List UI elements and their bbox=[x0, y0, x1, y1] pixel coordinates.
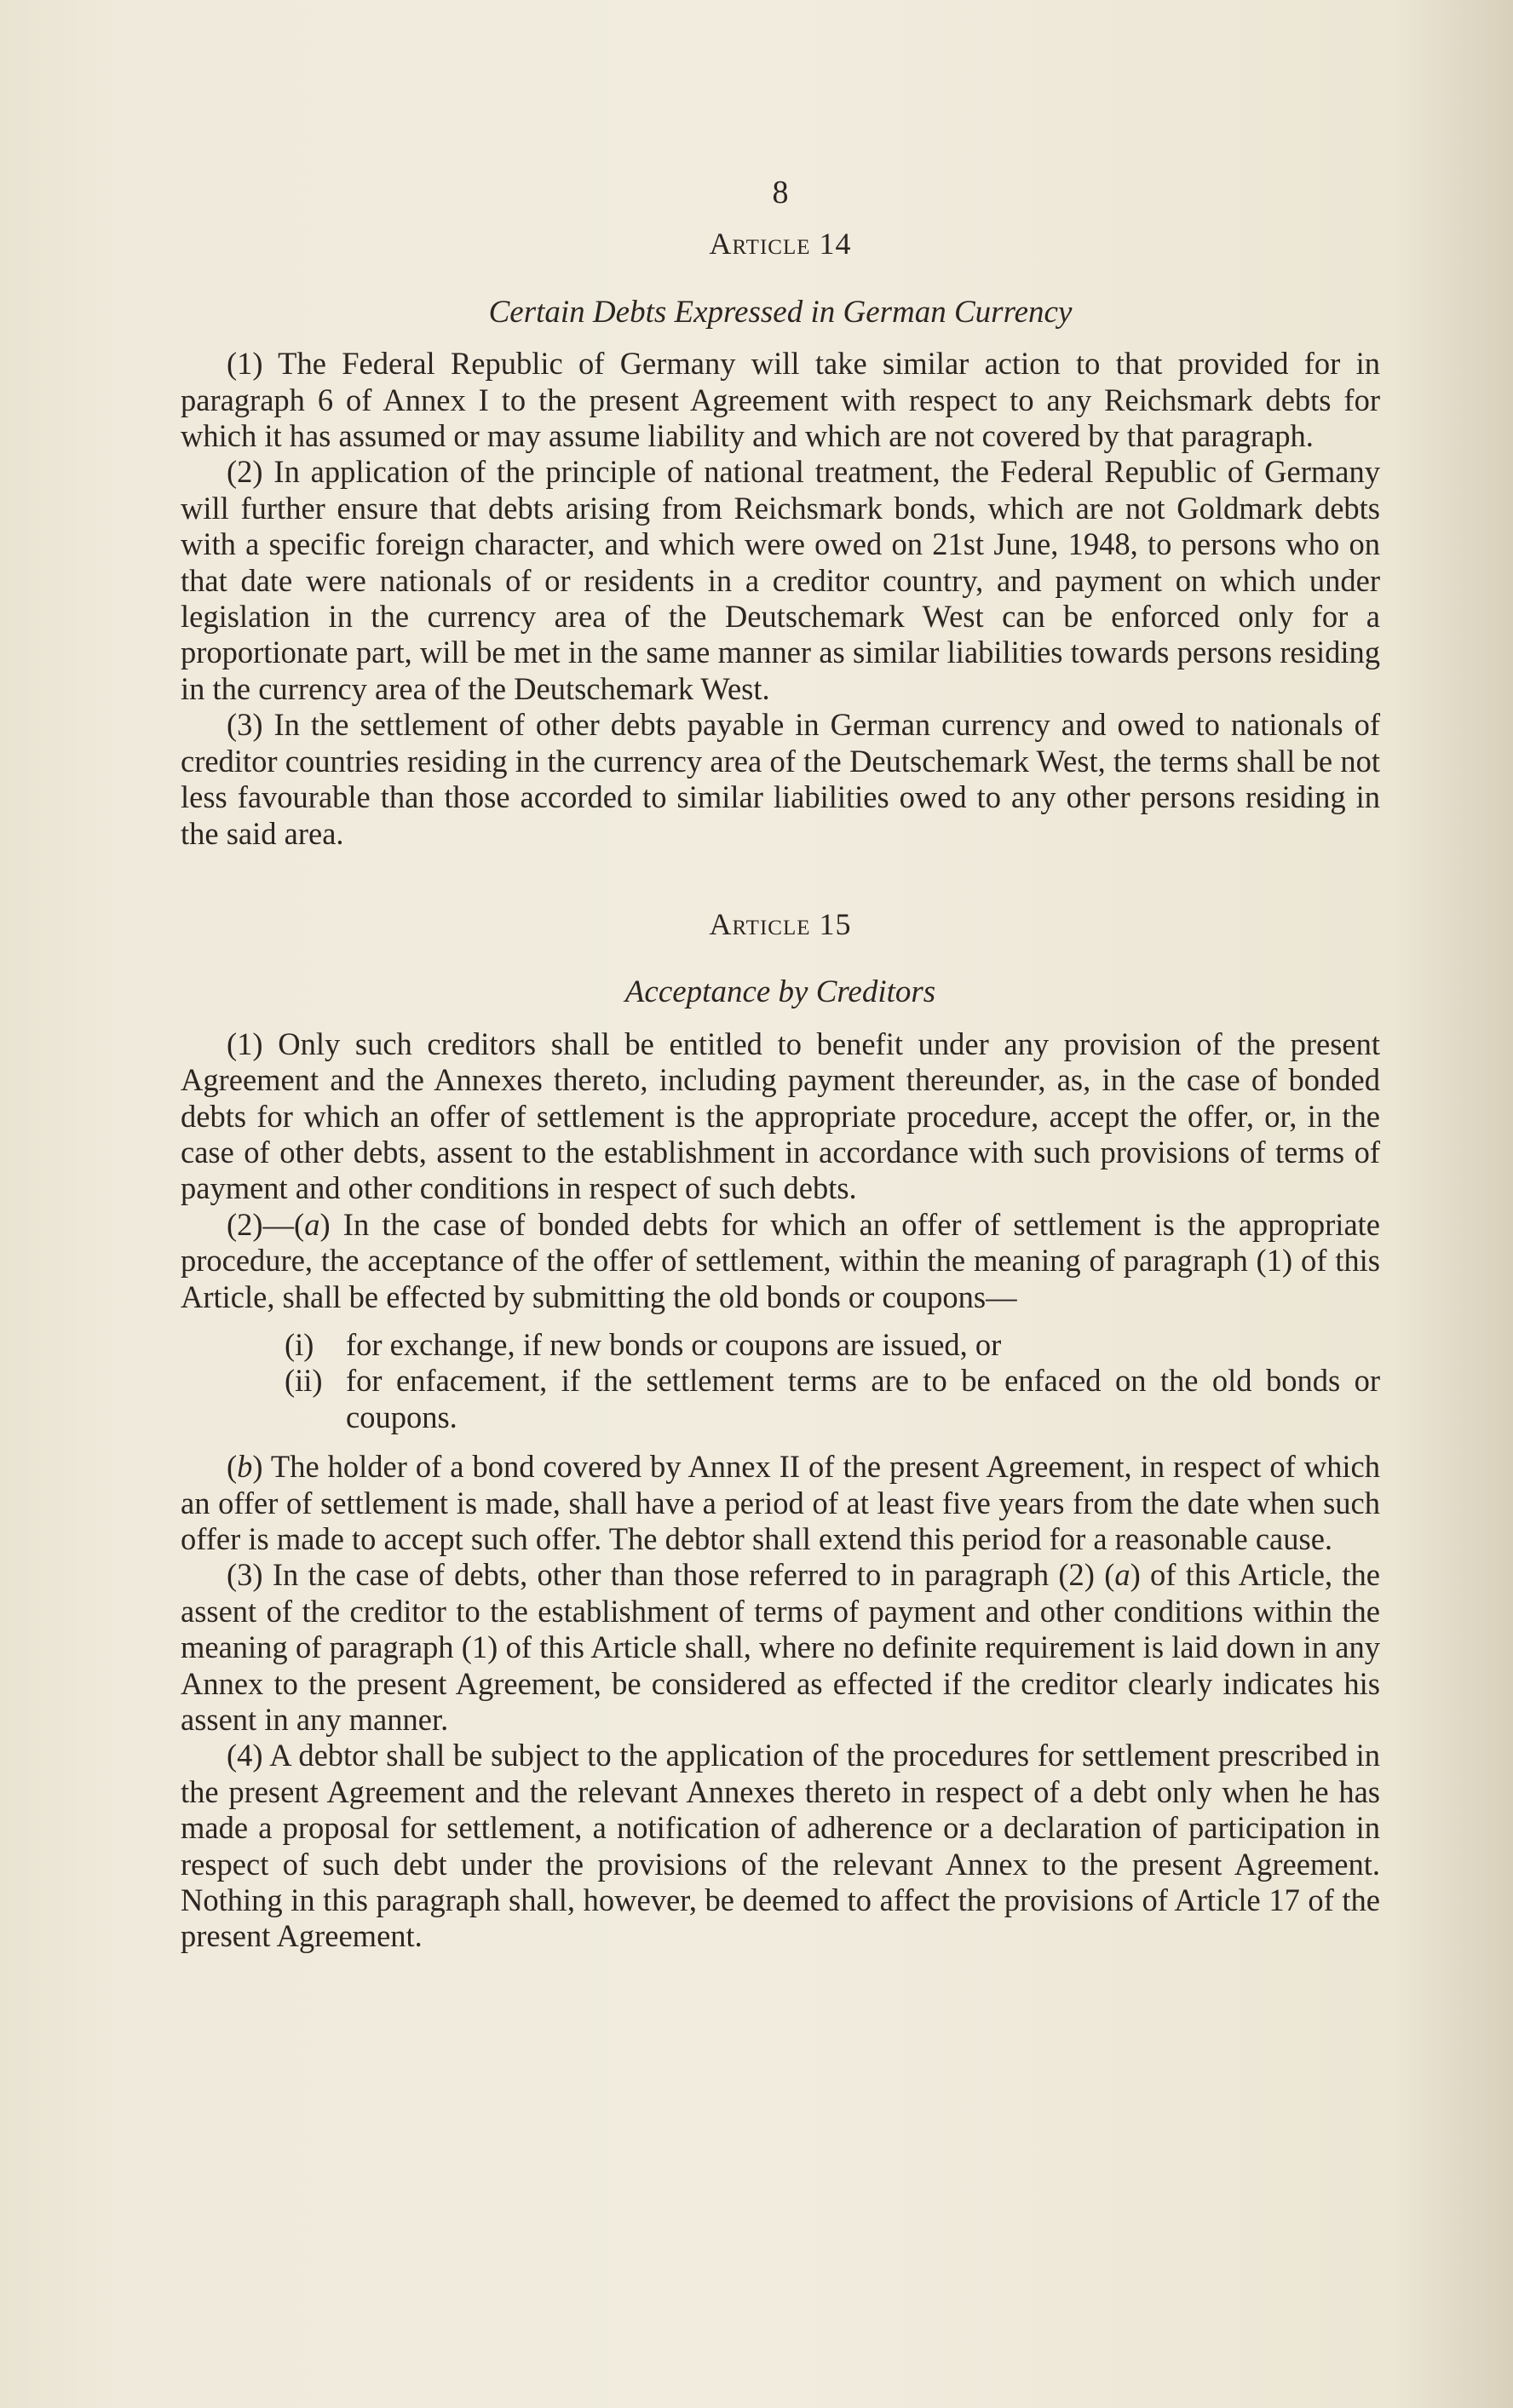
list-item-number: (ii) bbox=[285, 1363, 323, 1399]
article-15-paragraph-4: (4) A debtor shall be subject to the application of the procedures for settlement prescribed in the present Agreement and the relevant Annexes thereto in respect of a debt only when he has made a proposal for settlement, a notification of adherence or a declaration of participation in respect of such debt under the provisions of the relevant Annex to the present Agreement. Nothing in this paragraph shall, however, be deemed to affect the provisions of Article 17 of the present Agreement. bbox=[181, 1738, 1380, 1954]
list-item-number: (i) bbox=[285, 1326, 314, 1362]
article-14-title: Certain Debts Expressed in German Currency bbox=[488, 294, 1073, 330]
article-14-paragraph-1: (1) The Federal Republic of Germany will take similar action to that provided for in paragraph 6 of Annex I to the present Agreement with respect to any Reichsmark debts for which it has assumed or may assume liability and which are not covered by that paragraph. bbox=[181, 346, 1380, 454]
para-3-after: ) of this Article, the assent of the creditor to the establishment of terms of payment and other conditions within the meaning of paragraph (1) of this Article shall, where no definite requirement is laid down in any Annex to the present Agreement, be considered as effected if the creditor clearly indicates his assent in any manner. bbox=[181, 1557, 1380, 1738]
para-2a-prefix: (2)—( bbox=[227, 1206, 305, 1242]
article-14-paragraph-2: (2) In application of the principle of national treatment, the Federal Republic of Germany will further ensure that debts arising from Reichsmark bonds, which are not Goldmark debts with a specific foreign character, and which were owed on 21st June, 1948, to persons who on that date were nationals of or residents in a creditor country, and payment on which under legislation in the currency area of the Deutschemark West can be enforced only for a proportionate part, will be met in the same manner as similar liabilities towards persons residing in the currency area of the Deutschemark West. bbox=[181, 454, 1380, 706]
para-2a-letter: a bbox=[304, 1206, 320, 1242]
article-15-paragraph-2a bbox=[181, 1207, 1380, 1315]
page-number: 8 bbox=[772, 175, 789, 210]
list-item bbox=[181, 1363, 1380, 1435]
submission-list bbox=[181, 1327, 1380, 1435]
list-item-text: for exchange, if new bonds or coupons are issued, or bbox=[346, 1326, 1002, 1362]
article-separator bbox=[181, 852, 1380, 906]
article-15-paragraph-1: (1) Only such creditors shall be entitled to benefit under any provision of the present Agreement and the Annexes thereto, including payment thereunder, as, in the case of bonded debts for which an offer of settlement is the appropriate procedure, accept the offer, or, in the case of other debts, assent to the establishment in accordance with such provisions of terms of payment and other conditions in respect of such debts. bbox=[181, 1026, 1380, 1206]
para-2b-text: The holder of a bond covered by Annex II of the present Agreement, in respect of which an offer of settlement is made, shall have a period of at least five years from the date when such offer is made to accept such offer. The debtor shall extend this period for a reasonable cause. bbox=[181, 1449, 1380, 1556]
article-15-paragraph-3 bbox=[181, 1557, 1380, 1738]
para-2a-text: ) In the case of bonded debts for which an offer of settlement is the appropriate procedure, the acceptance of the offer of settlement, within the meaning of paragraph (1) of this Article, shall be effected by submitting the old bonds or coupons— bbox=[181, 1206, 1380, 1314]
page-content bbox=[181, 175, 1380, 1955]
list-item-text: for enfacement, if the settlement terms are to be enfaced on the old bonds or coupons. bbox=[346, 1363, 1380, 1434]
para-2b-letter: b bbox=[237, 1449, 253, 1485]
para-3-letter: a bbox=[1114, 1557, 1130, 1593]
list-item bbox=[181, 1327, 1380, 1363]
article-14-paragraph-3: (3) In the settlement of other debts payable in German currency and owed to nationals of creditor countries residing in the currency area of the Deutschemark West, the terms shall be not less favourable than those accorded to similar liabilities owed to any other persons residing in the said area. bbox=[181, 707, 1380, 851]
article-15-title: Acceptance by Creditors bbox=[624, 974, 936, 1010]
para-3-before: (3) In the case of debts, other than those referred to in paragraph (2) ( bbox=[227, 1557, 1115, 1593]
article-14-heading: Article 14 bbox=[709, 227, 852, 261]
article-15-heading: Article 15 bbox=[709, 906, 852, 941]
article-15-paragraph-2b: (b) The holder of a bond covered by Annex II of the present Agreement, in respect of which an offer of settlement is made, shall have a period of at least five years from the date when such offer is made to accept such offer. The debtor shall extend this period for a reasonable cause. bbox=[181, 1449, 1380, 1556]
